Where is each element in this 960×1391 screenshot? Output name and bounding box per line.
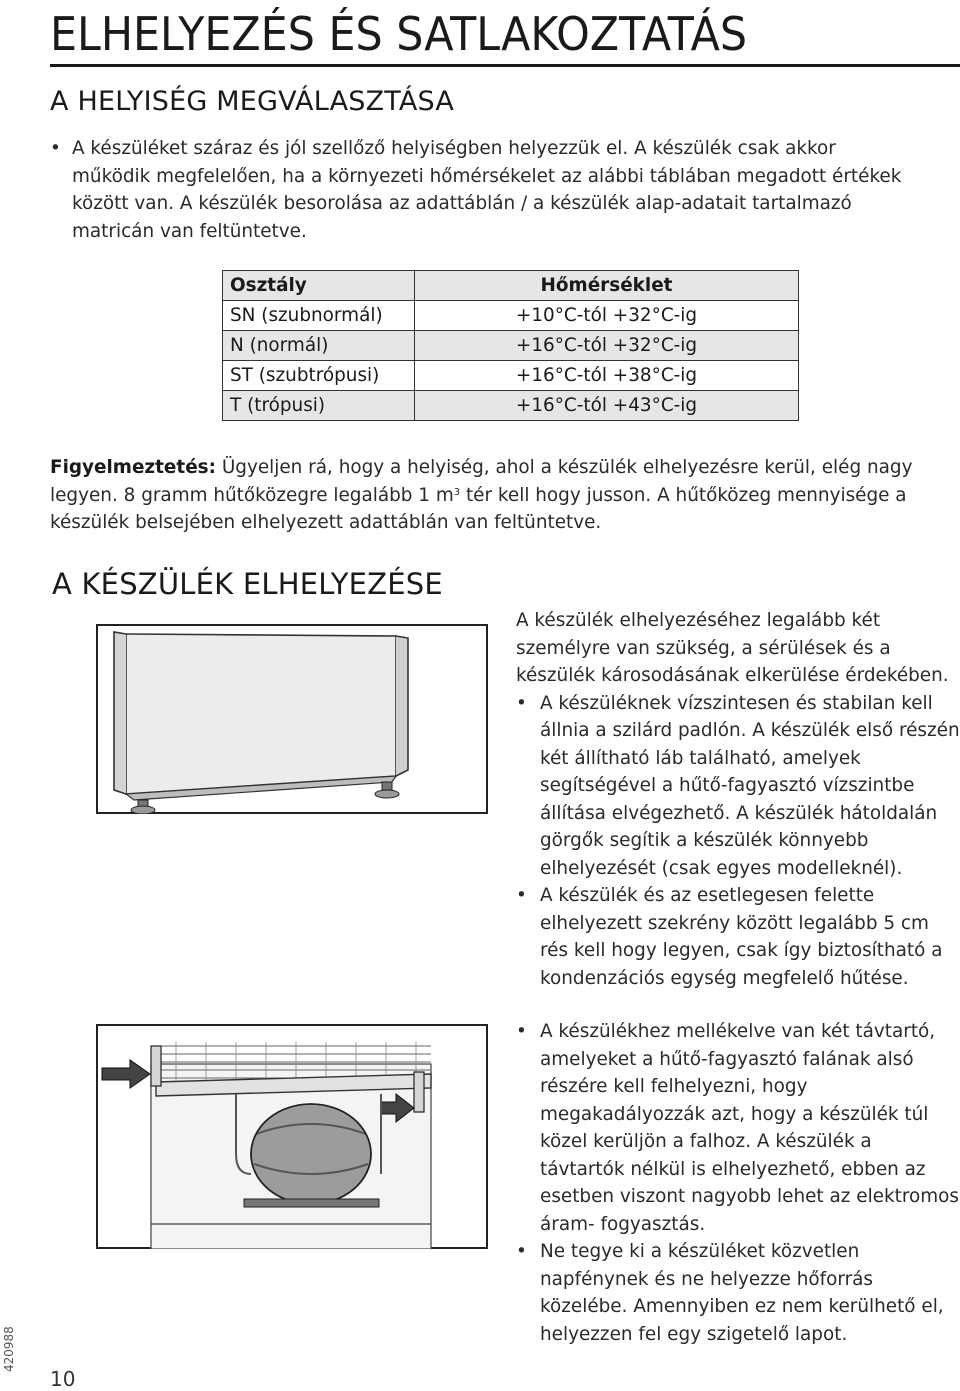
table-cell: N (normál)	[223, 331, 415, 361]
table-cell: ST (szubtrópusi)	[223, 361, 415, 391]
list-item: • A készüléket száraz és jól szellőző helyiségben helyezzük el. A készülék csak akkor működik megfelelően, ha a környezeti hőmérsékelet az alábbi táblában megadott értékek között van. A készülék besorolása az adattáblán / a készülék alap-adatait tartalmazó matricán van feltüntetve.	[50, 135, 910, 245]
table-cell: +16°C-tól +38°C-ig	[415, 361, 799, 391]
table-header-class: Osztály	[223, 271, 415, 301]
placement-bullet-list-top	[516, 690, 960, 993]
list-item: • A készüléknek vízszintesen és stabilan kell állnia a szilárd padlón. A készülék első részén két állítható láb található, amelyek segítségével a hűtő-fagyasztó vízszintbe állítása elvégezhető. A készülék hátoldalán görgők segítik a készülék könnyebb elhelyezését (csak egyes modelleknél).	[516, 690, 960, 883]
table-header-temperature: Hőmérséklet	[415, 271, 799, 301]
compressor-spacer-illustration	[96, 1024, 488, 1249]
table-header-row	[223, 271, 799, 301]
table-row	[223, 301, 799, 331]
table-cell: +10°C-tól +32°C-ig	[415, 301, 799, 331]
table-row	[223, 361, 799, 391]
warning-text-a: Ügyeljen rá, hogy a helyiség, ahol a készülék elhelyezésre kerül, elég nagy legyen. 8 gramm hűtőközegre legalább 1 m	[50, 457, 913, 506]
list-item: • A készülék és az esetlegesen felette elhelyezett szekrény között legalább 5 cm rés kell hogy legyen, csak így biztosítható a kondenzációs egység megfelelő hűtése.	[516, 882, 960, 992]
table-cell: +16°C-tól +32°C-ig	[415, 331, 799, 361]
section-heading-room: A HELYISÉG MEGVÁLASZTÁSA	[50, 86, 455, 117]
room-bullet-list	[50, 135, 910, 245]
warning-label: Figyelmeztetés:	[50, 457, 216, 478]
climate-class-table	[222, 270, 799, 421]
table-cell: T (trópusi)	[223, 391, 415, 421]
document-code: 420988	[2, 1326, 16, 1372]
placement-bullet-list-bottom	[516, 1018, 960, 1348]
placement-intro: A készülék elhelyezéséhez legalább két személyre van szükség, a sérülések és a készülék károsodásának elkerülése érdekében.	[516, 610, 949, 686]
title-divider	[50, 64, 960, 67]
warning-text-b: tér kell hogy jusson. A hűtőközeg mennyisége a készülék belsejében elhelyezett adattáblán van feltüntetve.	[50, 484, 907, 533]
list-item: • Ne tegye ki a készüléket közvetlen napfénynek és ne helyezze hőforrás közelébe. Amennyiben ez nem kerülhető el, helyezzen fel egy szigetelő lapot.	[516, 1238, 960, 1348]
section-heading-placement: A KÉSZÜLÉK ELHELYEZÉSE	[52, 567, 443, 601]
table-row	[223, 391, 799, 421]
list-item: • A készülékhez mellékelve van két távtartó, amelyeket a hűtő-fagyasztó falának alsó részére kell felhelyezni, hogy megakadályozzák azt, hogy a készülék túl közel kerüljön a falhoz. A készülék a távtartók nélkül is elhelyezhető, ebben az esetben viszont nagyobb lehet az elektromos áram- fogyasztás.	[516, 1018, 960, 1238]
page-title: ELHELYEZÉS ÉS SATLAKOZTATÁS	[50, 7, 748, 61]
table-row	[223, 331, 799, 361]
table-cell: +16°C-tól +43°C-ig	[415, 391, 799, 421]
warning-superscript: 3	[453, 486, 461, 498]
placement-text-top	[516, 607, 960, 992]
warning-paragraph	[50, 454, 960, 537]
table-cell: SN (szubnormál)	[223, 301, 415, 331]
page-number: 10	[50, 1367, 76, 1391]
appliance-feet-illustration	[96, 624, 488, 814]
placement-text-bottom	[516, 1018, 960, 1348]
